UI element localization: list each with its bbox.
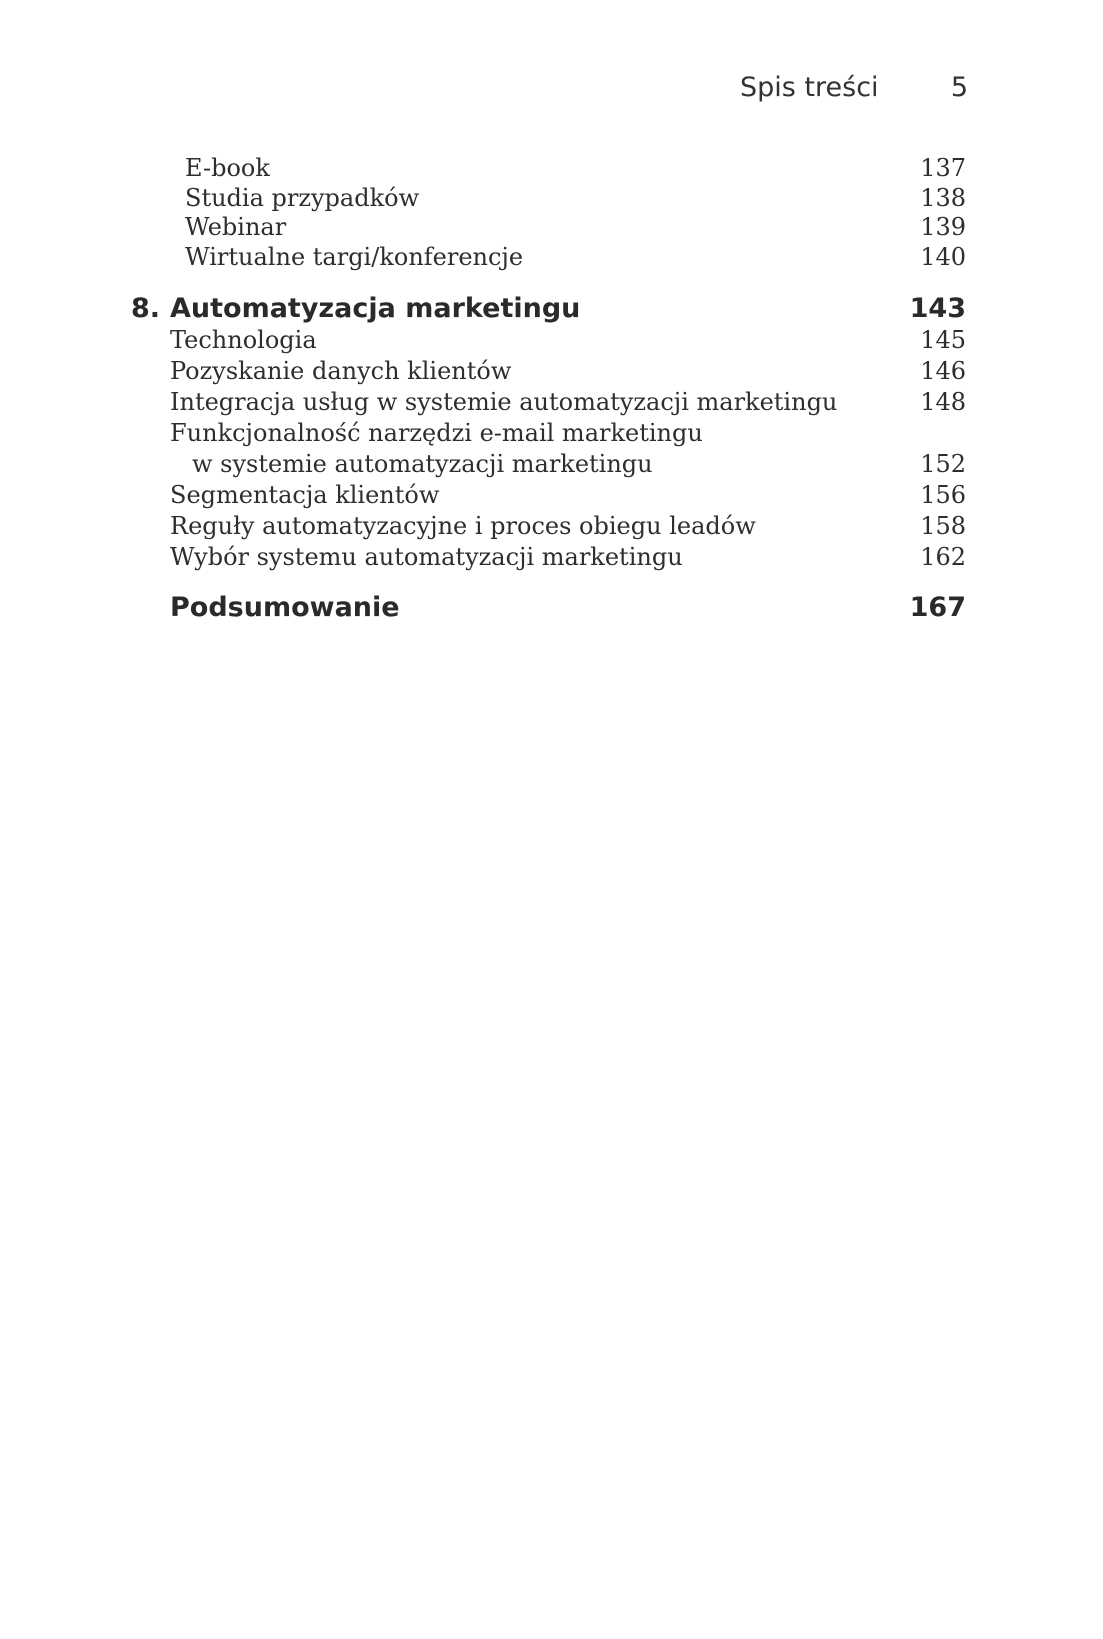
toc-entry-title: Webinar bbox=[185, 213, 287, 241]
summary-title: Podsumowanie bbox=[170, 592, 400, 623]
toc-entry-title: Pozyskanie danych klientów bbox=[170, 357, 512, 385]
toc-chapter-8[interactable] bbox=[0, 293, 1103, 329]
toc-entry-technology[interactable] bbox=[0, 326, 1103, 357]
toc-summary[interactable] bbox=[0, 592, 1103, 628]
toc-entry-ebook[interactable] bbox=[0, 154, 1103, 184]
toc-entry-title: Studia przypadków bbox=[185, 184, 420, 212]
toc-entry-title: Technologia bbox=[170, 326, 317, 354]
toc-entry-page: 158 bbox=[920, 512, 966, 540]
toc-entry-system-choice[interactable] bbox=[0, 543, 1103, 574]
toc-entry-page: 152 bbox=[920, 450, 966, 478]
toc-entry-page: 137 bbox=[920, 154, 966, 182]
toc-entry-email-tools[interactable] bbox=[0, 419, 1103, 450]
toc-entry-title: Segmentacja klientów bbox=[170, 481, 440, 509]
toc-entry-page: 156 bbox=[920, 481, 966, 509]
toc-entry-page: 139 bbox=[920, 213, 966, 241]
toc-entry-title: Funkcjonalność narzędzi e-mail marketingu bbox=[170, 419, 703, 447]
toc-entry-page: 140 bbox=[920, 243, 966, 271]
page-number: 5 bbox=[950, 72, 968, 103]
toc-entry-page: 146 bbox=[920, 357, 966, 385]
toc-entry-title: Wirtualne targi/konferencje bbox=[185, 243, 524, 271]
toc-entry-automation-rules[interactable] bbox=[0, 512, 1103, 543]
toc-entry-title: Integracja usług w systemie automatyzacji marketingu bbox=[170, 388, 838, 416]
toc-entry-case-studies[interactable] bbox=[0, 184, 1103, 214]
running-head bbox=[740, 72, 968, 112]
toc-entry-customer-data[interactable] bbox=[0, 357, 1103, 388]
toc-entry-title: w systemie automatyzacji marketingu bbox=[192, 450, 653, 478]
toc-entry-page: 138 bbox=[920, 184, 966, 212]
toc-entry-webinar[interactable] bbox=[0, 213, 1103, 243]
toc-entry-service-integration[interactable] bbox=[0, 388, 1103, 419]
chapter-page: 143 bbox=[909, 293, 966, 324]
running-head-title: Spis treści bbox=[740, 72, 879, 103]
toc-entry-title: Reguły automatyzacyjne i proces obiegu leadów bbox=[170, 512, 756, 540]
toc-entry-page: 162 bbox=[920, 543, 966, 571]
toc-entry-page: 145 bbox=[920, 326, 966, 354]
summary-page: 167 bbox=[909, 592, 966, 623]
toc-entry-page: 148 bbox=[920, 388, 966, 416]
chapter-number: 8. bbox=[131, 293, 161, 324]
toc-entry-title: Wybór systemu automatyzacji marketingu bbox=[170, 543, 683, 571]
toc-entry-title: E-book bbox=[185, 154, 270, 182]
chapter-title: Automatyzacja marketingu bbox=[170, 293, 581, 324]
toc-entry-virtual-fairs[interactable] bbox=[0, 243, 1103, 273]
toc-entry-email-tools-continued[interactable] bbox=[0, 450, 1103, 481]
toc-entry-segmentation[interactable] bbox=[0, 481, 1103, 512]
